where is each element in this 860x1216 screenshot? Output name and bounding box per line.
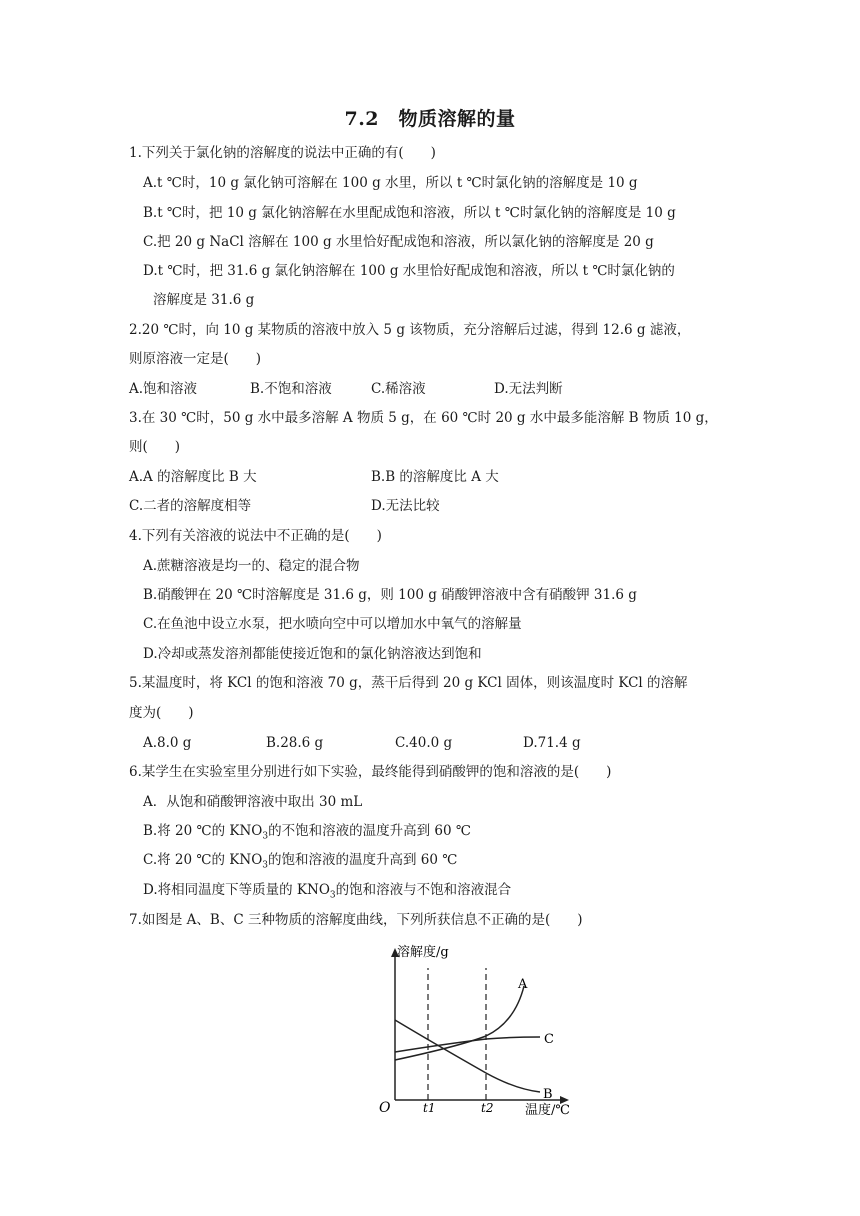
question-2-option-b: B.不饱和溶液 xyxy=(250,381,332,397)
solubility-curve-chart xyxy=(365,940,590,1115)
question-3-option-d: D.无法比较 xyxy=(371,498,440,514)
question-1-option-d: D.t ℃时，把 31.6 g 氯化钠溶解在 100 g 水里恰好配成饱和溶液，所以 t ℃时氯化钠的 xyxy=(143,263,675,279)
question-3-option-c: C.二者的溶解度相等 xyxy=(129,498,252,514)
x-axis-label: 温度/℃ xyxy=(525,1103,570,1115)
question-3-stem: 3.在 30 ℃时，50 g 水中最多溶解 A 物质 5 g，在 60 ℃时 20 g 水中最多能溶解 B 物质 10 g， xyxy=(129,410,718,426)
series-label-a: A xyxy=(518,977,528,992)
question-5-stem: 5.某温度时，将 KCl 的饱和溶液 70 g，蒸干后得到 20 g KCl 固体，则该温度时 KCl 的溶解 xyxy=(129,675,688,691)
question-3-option-b: B.B 的溶解度比 A 大 xyxy=(371,469,499,485)
question-2-option-d: D.无法判断 xyxy=(494,381,563,397)
question-5-option-d: D.71.4 g xyxy=(523,735,581,751)
question-4-option-b: B.硝酸钾在 20 ℃时溶解度是 31.6 g，则 100 g 硝酸钾溶液中含有硝酸钾 31.6 g xyxy=(143,587,637,603)
question-1-option-c: C.把 20 g NaCl 溶解在 100 g 水里恰好配成饱和溶液，所以氯化钠的溶解度是 20 g xyxy=(143,234,654,250)
series-label-c: C xyxy=(544,1032,554,1047)
question-4-stem: 4.下列有关溶液的说法中不正确的是( ) xyxy=(129,528,382,544)
question-5-option-a: A.8.0 g xyxy=(143,735,192,751)
question-1-option-a: A.t ℃时，10 g 氯化钠可溶解在 100 g 水里，所以 t ℃时氯化钠的溶解度是 10 g xyxy=(143,175,638,191)
question-2-option-a: A.饱和溶液 xyxy=(129,381,198,397)
subscript: 3 xyxy=(329,890,336,901)
question-3-stem-continued: 则( ) xyxy=(129,439,181,455)
curve-c xyxy=(395,1037,540,1052)
y-axis-label: 溶解度/g xyxy=(397,945,449,960)
series-label-b: B xyxy=(543,1087,553,1102)
option-b-text-post: 的不饱和溶液的温度升高到 60 ℃ xyxy=(268,823,471,839)
question-2-stem-continued: 则原溶液一定是( ) xyxy=(129,351,262,367)
question-5-option-b: B.28.6 g xyxy=(266,735,324,751)
origin-label: O xyxy=(379,1100,391,1115)
option-c-text-pre: C.将 20 ℃的 KNO xyxy=(143,852,263,868)
option-b-text-pre: B.将 20 ℃的 KNO xyxy=(143,823,263,839)
question-1-stem: 1.下列关于氯化钠的溶解度的说法中正确的有( ) xyxy=(129,145,436,161)
subscript: 3 xyxy=(262,860,268,871)
question-1-option-d-continued: 溶解度是 31.6 g xyxy=(153,292,255,308)
option-d-text-pre: D.将相同温度下等质量的 KNO xyxy=(143,882,330,898)
question-6-option-b xyxy=(143,821,471,847)
option-c-text-post: 的饱和溶液的温度升高到 60 ℃ xyxy=(268,852,458,868)
question-7-stem: 7.如图是 A、B、C 三种物质的溶解度曲线，下列所获信息不正确的是( ) xyxy=(129,912,583,928)
question-2-stem: 2.20 ℃时，向 10 g 某物质的溶液中放入 5 g 该物质，充分溶解后过滤，得到 12.6 g 滤液， xyxy=(129,322,691,338)
question-6-option-c xyxy=(143,850,457,876)
curve-b xyxy=(395,1020,540,1092)
question-3-option-a: A.A 的溶解度比 B 大 xyxy=(129,469,257,485)
question-6-stem: 6.某学生在实验室里分别进行如下实验，最终能得到硝酸钾的饱和溶液的是( ) xyxy=(129,764,612,780)
option-d-text-post: 的饱和溶液与不饱和溶液混合 xyxy=(335,882,512,898)
x-tick-t1: t1 xyxy=(423,1101,436,1115)
question-4-option-a: A.蔗糖溶液是均一的、稳定的混合物 xyxy=(143,558,360,574)
x-tick-t2: t2 xyxy=(481,1101,494,1115)
question-5-stem-continued: 度为( ) xyxy=(129,705,194,721)
question-6-option-a: A．从饱和硝酸钾溶液中取出 30 mL xyxy=(143,794,363,810)
question-4-option-d: D.冷却或蒸发溶剂都能使接近饱和的氯化钠溶液达到饱和 xyxy=(143,646,482,662)
question-2-option-c: C.稀溶液 xyxy=(371,381,426,397)
question-5-option-c: C.40.0 g xyxy=(395,735,453,751)
question-1-option-b: B.t ℃时，把 10 g 氯化钠溶解在水里配成饱和溶液，所以 t ℃时氯化钠的溶解度是 10 g xyxy=(143,205,676,221)
question-6-option-d xyxy=(143,880,511,906)
question-4-option-c: C.在鱼池中设立水泵，把水喷向空中可以增加水中氧气的溶解量 xyxy=(143,616,522,632)
subscript: 3 xyxy=(262,831,269,842)
page-title: 7.2 物质溶解的量 xyxy=(344,108,516,130)
